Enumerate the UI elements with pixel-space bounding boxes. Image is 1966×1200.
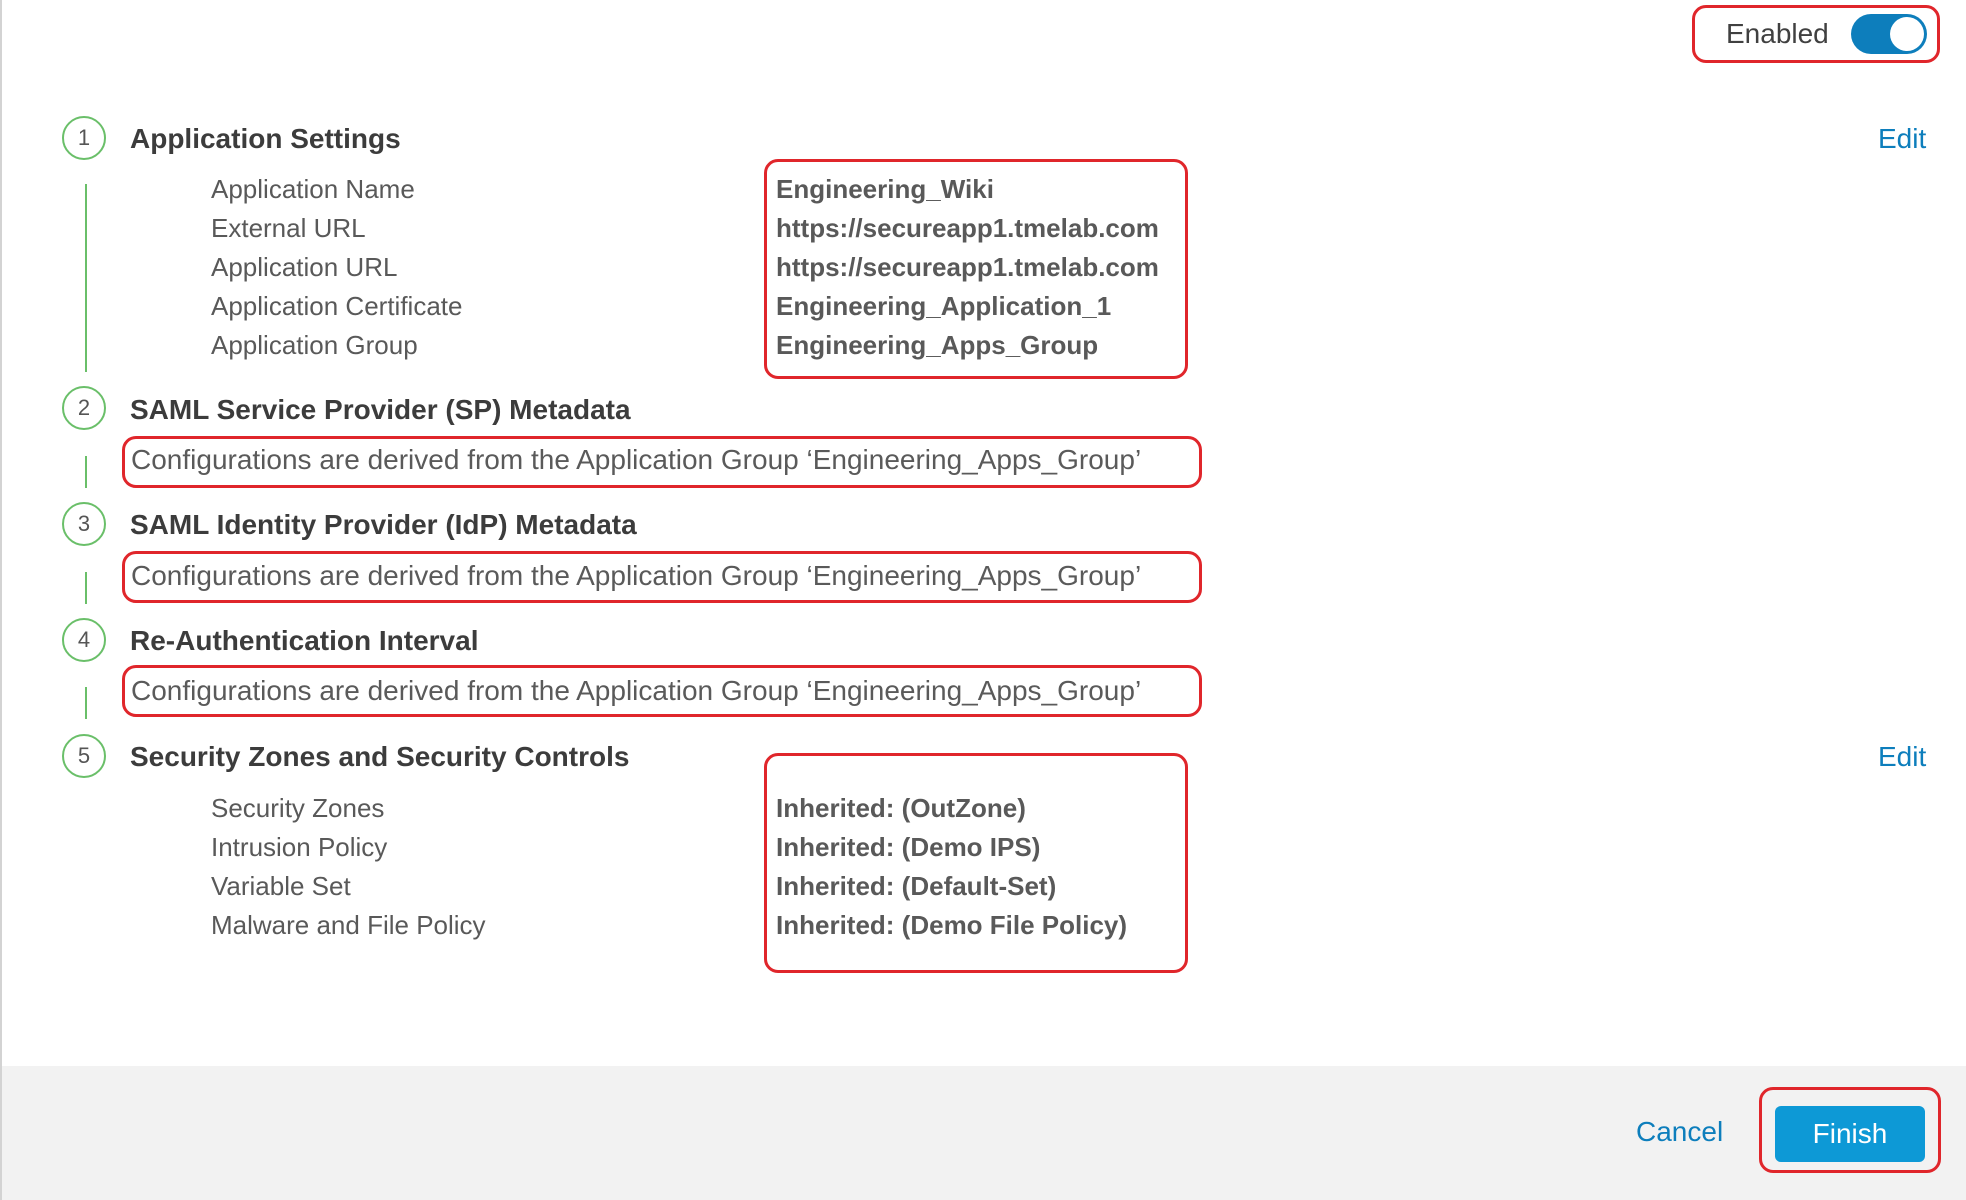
step-5-title: Security Zones and Security Controls: [130, 741, 630, 772]
field-value-application-certificate: Engineering_Application_1: [776, 291, 1112, 321]
highlight-step-3-note: [122, 551, 1202, 603]
field-label-application-url: Application URL: [211, 252, 398, 282]
field-label-application-group: Application Group: [211, 330, 418, 360]
field-value-security-zones: Inherited: (OutZone): [776, 793, 1026, 823]
step-2-connector: [85, 456, 87, 488]
field-value-intrusion-policy: Inherited: (Demo IPS): [776, 832, 1041, 862]
highlight-toggle: [1692, 5, 1940, 63]
step-4-title: Re-Authentication Interval: [130, 625, 479, 656]
step-3-connector: [85, 572, 87, 604]
step-4-connector: [85, 687, 87, 719]
field-value-variable-set: Inherited: (Default-Set): [776, 871, 1057, 901]
step-2-title: SAML Service Provider (SP) Metadata: [130, 394, 631, 425]
step-3-title: SAML Identity Provider (IdP) Metadata: [130, 509, 637, 540]
highlight-step-2-note: [122, 436, 1202, 488]
field-label-application-certificate: Application Certificate: [211, 291, 463, 321]
step-5-indicator: 5: [62, 734, 106, 778]
finish-button[interactable]: Finish: [1775, 1106, 1925, 1162]
field-label-application-name: Application Name: [211, 174, 415, 204]
field-value-application-name: Engineering_Wiki: [776, 174, 994, 204]
enabled-toggle-label: Enabled: [1726, 18, 1829, 49]
step-1-title: Application Settings: [130, 123, 401, 154]
dialog-left-border: [0, 0, 2, 1200]
highlight-application-settings: [764, 159, 1188, 379]
step-1-edit-link[interactable]: Edit: [1878, 123, 1927, 154]
step-2-note: Configurations are derived from the Application Group ‘Engineering_Apps_Group’: [131, 444, 1142, 475]
step-3-indicator: 3: [62, 502, 106, 546]
step-2-indicator: 2: [62, 386, 106, 430]
field-label-malware-file-policy: Malware and File Policy: [211, 910, 486, 940]
step-4-indicator: 4: [62, 618, 106, 662]
field-label-security-zones: Security Zones: [211, 793, 385, 823]
step-3-note: Configurations are derived from the Application Group ‘Engineering_Apps_Group’: [131, 560, 1142, 591]
field-value-malware-file-policy: Inherited: (Demo File Policy): [776, 910, 1128, 940]
highlight-security-controls: [764, 753, 1188, 973]
step-1-indicator: 1: [62, 116, 106, 160]
field-value-application-url: https://secureapp1.tmelab.com: [776, 252, 1159, 282]
field-label-external-url: External URL: [211, 213, 366, 243]
highlight-finish-button: [1759, 1087, 1941, 1173]
highlight-step-4-note: [122, 665, 1202, 717]
field-label-intrusion-policy: Intrusion Policy: [211, 832, 388, 862]
step-4-note: Configurations are derived from the Application Group ‘Engineering_Apps_Group’: [131, 675, 1142, 706]
field-value-application-group: Engineering_Apps_Group: [776, 330, 1099, 360]
field-value-external-url: https://secureapp1.tmelab.com: [776, 213, 1159, 243]
field-label-variable-set: Variable Set: [211, 871, 351, 901]
step-5-edit-link[interactable]: Edit: [1878, 741, 1927, 772]
cancel-button[interactable]: Cancel: [1636, 1116, 1724, 1147]
step-1-connector: [85, 184, 87, 372]
